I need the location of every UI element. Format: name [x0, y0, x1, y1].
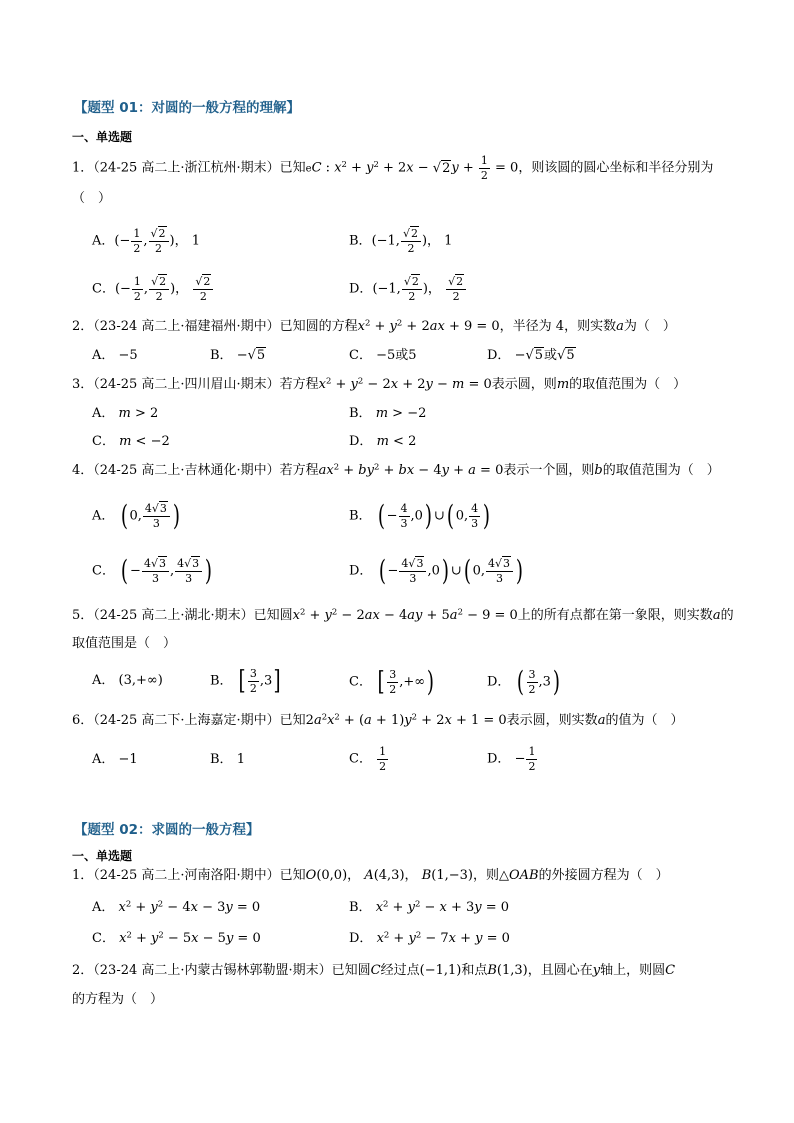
- option-1-4-B[interactable]: B． ( − $\frac{4}{3}$ ,0) ∪( 0, $\frac{4}{3}$ ): [349, 499, 491, 532]
- question-1-5-line2: 取值范围是（ ）: [72, 636, 177, 651]
- question-1-5: 5．（24-25 高二上·湖北·期末）已知圆$x^2 + y^2 - 2ax - 4ay + 5a^2 - 9 = 0$上的所有点都在第一象限，则实数a的: [72, 606, 734, 623]
- option-1-2-D[interactable]: D． −√5或√5: [487, 348, 575, 363]
- option-1-1-B[interactable]: B．(−1, $\frac{√2}{2}$ )， 1: [349, 227, 453, 255]
- option-1-4-A[interactable]: A． ( 0, $\frac{4√3}{3}$ ): [92, 499, 180, 532]
- section-title-1: 【题型 01：对圆的一般方程的理解】: [74, 100, 300, 116]
- option-2-1-A[interactable]: A． $x^2 + y^2 - 4x - 3y = 0$: [92, 898, 261, 915]
- option-1-6-B[interactable]: B． 1: [210, 752, 245, 767]
- option-1-1-A[interactable]: A．(− $\frac{1}{2}$ , $\frac{√2}{2}$ )， 1: [92, 227, 201, 255]
- option-1-2-B[interactable]: B． −√5: [210, 348, 266, 363]
- option-1-4-D[interactable]: D． ( − $\frac{4√3}{3}$ ,0) ∪( 0, $\frac{4√3}{3}$ ): [349, 554, 524, 587]
- question-2-2: 2．（23-24 高二上·内蒙古锡林郭勒盟·期末）已知圆C经过点(−1,1)和点B(1,3)，且圆心在y轴上，则圆C: [72, 963, 676, 978]
- question-2-1: 1．（24-25 高二上·河南洛阳·期中）已知O(0,0)， A(4,3)， B(1,−3)，则△OAB的外接圆方程为（ ）: [72, 868, 669, 883]
- option-1-6-D[interactable]: D． − $\frac{1}{2}$: [487, 745, 536, 773]
- option-1-4-C[interactable]: C． ( − $\frac{4√3}{3}$ , $\frac{4√3}{3}$ ): [92, 554, 213, 587]
- option-1-3-B[interactable]: B． m > −2: [349, 406, 427, 421]
- option-1-2-C[interactable]: C． −5或5: [349, 348, 417, 363]
- question-1-1-paren: （ ）: [72, 191, 112, 206]
- option-1-6-C[interactable]: C． $\frac{1}{2}$: [349, 745, 387, 773]
- option-1-3-C[interactable]: C． m < −2: [92, 434, 170, 449]
- option-2-1-C[interactable]: C． $x^2 + y^2 - 5x - 5y = 0$: [92, 929, 261, 946]
- option-1-5-D[interactable]: D． ( $\frac{3}{2}$ ,3): [487, 665, 560, 698]
- option-1-2-A[interactable]: A． −5: [92, 348, 138, 363]
- question-2-2-line2: 的方程为（ ）: [72, 992, 164, 1007]
- option-2-1-D[interactable]: D． $x^2 + y^2 - 7x + y = 0$: [349, 929, 510, 946]
- option-1-3-D[interactable]: D． m < 2: [349, 434, 417, 449]
- option-1-5-B[interactable]: B． [ $\frac{3}{2}$ ,3]: [210, 666, 281, 697]
- section-subtitle-2: 一、单选题: [72, 849, 133, 863]
- section-title-2: 【题型 02：求圆的一般方程】: [74, 822, 260, 838]
- option-2-1-B[interactable]: B． $x^2 + y^2 - x + 3y = 0$: [349, 898, 510, 915]
- option-1-1-C[interactable]: C．(− $\frac{1}{2}$ , $\frac{√2}{2}$ )， $\frac{√2}{2}$: [92, 276, 214, 302]
- question-1-6: 6．（24-25 高二下·上海嘉定·期中）已知$2a^2x^2 + (a + 1)y^2 + 2x + 1 = 0$表示圆，则实数a的值为（ ）: [72, 711, 684, 728]
- question-1-1: 1．（24-25 高二上·浙江杭州·期末）已知eC : $x^2 + y^2 + 2x - √2y$ + $\frac{1}{2}$ = 0，则该圆的圆心坐标和半径分别为: [72, 154, 714, 182]
- question-1-4: 4．（24-25 高二上·吉林通化·期中）若方程$ax^2 + by^2$ + bx − 4y + a = 0表示一个圆，则b的取值范围为（ ）: [72, 461, 720, 478]
- question-1-2: 2．（23-24 高二上·福建福州·期中）已知圆的方程$x^2 + y^2 + 2ax + 9 = 0$，半径为 4，则实数a为（ ）: [72, 317, 676, 334]
- option-1-3-A[interactable]: A． m > 2: [92, 406, 159, 421]
- option-1-6-A[interactable]: A． −1: [92, 752, 138, 767]
- section-subtitle-1: 一、单选题: [72, 130, 133, 144]
- option-1-5-C[interactable]: C． [ $\frac{3}{2}$ ,+∞): [349, 665, 435, 698]
- question-1-3: 3．（24-25 高二上·四川眉山·期末）若方程$x^2 + y^2 - 2x + 2y - m = 0$表示圆，则m的取值范围为（ ）: [72, 375, 687, 392]
- option-1-1-D[interactable]: D．(−1, $\frac{√2}{2}$ )， $\frac{√2}{2}$: [349, 276, 467, 302]
- option-1-5-A[interactable]: A． (3,+∞): [92, 673, 163, 688]
